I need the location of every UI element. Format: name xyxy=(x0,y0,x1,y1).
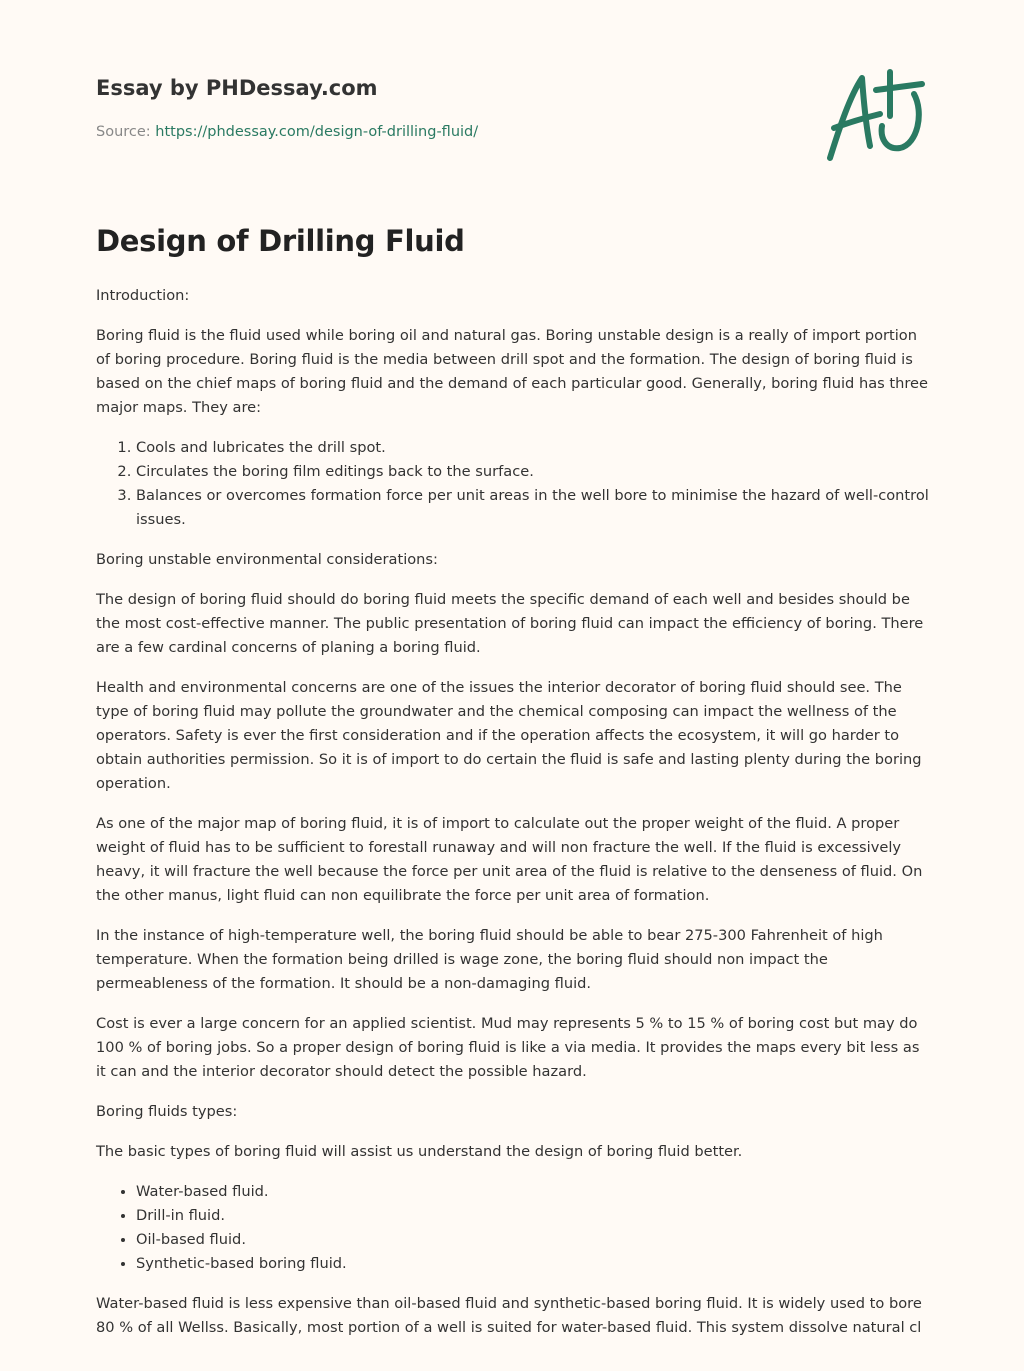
paragraph: Water-based fluid is less expensive than oil-based fluid and synthetic-based boring fluid. It is widely used to bore 80 % of all Wellss. Basically, most portion of a well is suited for water-based fluid. This system dissolve natural cl xyxy=(96,1295,922,1336)
paragraph: The basic types of boring fluid will assist us understand the design of boring fluid better. xyxy=(96,1143,743,1160)
site-title: Essay by PHDessay.com xyxy=(96,76,378,100)
paragraph: Cost is ever a large concern for an applied scientist. Mud may represents 5 % to 15 % of boring cost but may do 100 % of boring jobs. So a proper design of boring fluid is like a via media. It provides the maps every bit less as it can and the interior decorator should detect the possible hazard. xyxy=(96,1015,920,1080)
list-item: • Water-based fluid. xyxy=(136,1180,932,1204)
a-plus-logo-icon xyxy=(820,66,930,166)
source-label: Source: xyxy=(96,124,151,140)
paragraph: The design of boring fluid should do boring fluid meets the specific demand of each well and besides should be the most cost-effective manner. The public presentation of boring fluid can impact the efficiency of boring. There are a few cardinal concerns of planing a boring fluid. xyxy=(96,591,924,656)
source-link[interactable]: https://phdessay.com/design-of-drilling-fluid/ xyxy=(155,124,479,140)
list-item: • Synthetic-based boring fluid. xyxy=(136,1252,932,1276)
list-item: • Drill-in fluid. xyxy=(136,1204,932,1228)
paragraph: In the instance of high-temperature well, the boring fluid should be able to bear 275-300 Fahrenheit of high temperature. When the formation being drilled is wage zone, the boring fluid should non impact the permeableness of the formation. It should be a non-damaging fluid. xyxy=(96,927,883,992)
paragraph: As one of the major map of boring fluid, it is of import to calculate out the proper weight of the fluid. A proper weight of fluid has to be sufficient to forestall runaway and will non fracture the well. If the fluid is excessively heavy, it will fracture the well because the force per unit area of the fluid is relative to the denseness of fluid. On the other manus, light fluid can non equilibrate the force per unit area of formation. xyxy=(96,815,923,904)
paragraph: Boring fluids types: xyxy=(96,1103,238,1120)
paragraph: Introduction: xyxy=(96,287,190,304)
functions-list xyxy=(96,436,932,532)
list-item: • Oil-based fluid. xyxy=(136,1228,932,1252)
paragraph: Boring fluid is the fluid used while boring oil and natural gas. Boring unstable design is a really of import portion of boring procedure. Boring fluid is the media between drill spot and the formation. The design of boring fluid is based on the chief maps of boring fluid and the demand of each particular good. Generally, boring fluid has three major maps. They are: xyxy=(96,327,929,416)
list-item: 1. Cools and lubricates the drill spot. xyxy=(136,436,932,460)
paragraph: Health and environmental concerns are one of the issues the interior decorator of boring fluid should see. The type of boring fluid may pollute the groundwater and the chemical composing can impact the wellness of the operators. Safety is ever the first consideration and if the operation affects the ecosystem, it will go harder to obtain authorities permission. So it is of import to do certain the fluid is safe and lasting plenty during the boring operation. xyxy=(96,679,922,792)
paragraph: Boring unstable environmental considerations: xyxy=(96,551,438,568)
source-line xyxy=(96,124,478,140)
list-item: 3. Balances or overcomes formation force per unit areas in the well bore to minimise the hazard of well-control issues. xyxy=(136,484,932,532)
fluid-types-list xyxy=(96,1180,932,1276)
list-item: 2. Circulates the boring film editings back to the surface. xyxy=(136,460,932,484)
essay-title: Design of Drilling Fluid xyxy=(96,224,465,258)
essay-body xyxy=(96,284,932,1356)
